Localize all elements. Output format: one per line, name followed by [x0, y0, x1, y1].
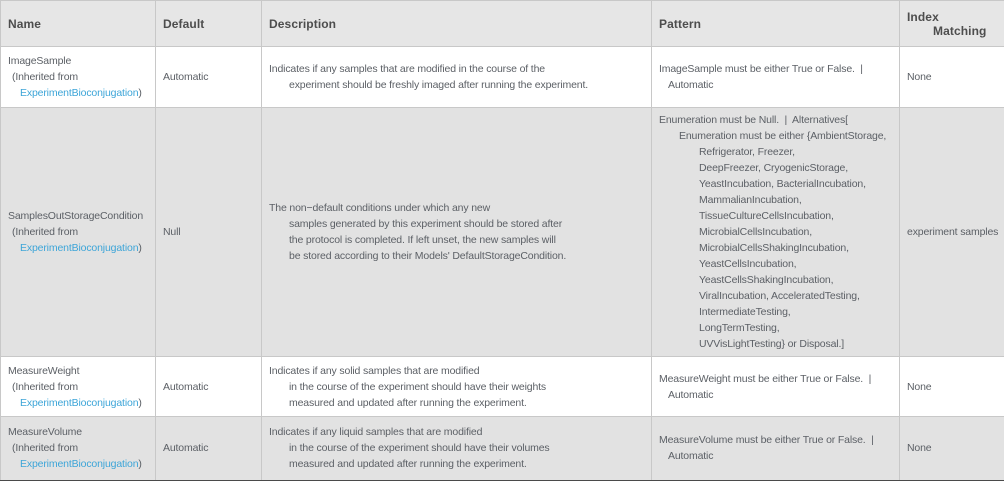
- text-line: IntermediateTesting,: [699, 306, 791, 318]
- inherited-function-link[interactable]: ExperimentBioconjugation: [20, 396, 139, 409]
- cell-description: [262, 47, 652, 108]
- cell-pattern: [652, 357, 900, 417]
- cell-default: Automatic: [156, 417, 262, 481]
- text-line: measured and updated after running the experiment.: [289, 458, 527, 471]
- text-line: samples generated by this experiment should be stored after: [289, 218, 563, 230]
- option-name: ImageSample: [8, 55, 72, 67]
- inherited-close-paren: ): [138, 242, 142, 254]
- text-line: YeastCellsShakingIncubation,: [699, 274, 834, 286]
- text-line: DeepFreezer, CryogenicStorage,: [699, 162, 848, 174]
- inherited-from-label: (Inherited from: [12, 71, 79, 83]
- inherited-close-paren: ): [138, 458, 142, 471]
- cell-description: [262, 108, 652, 357]
- cell-pattern: [652, 108, 900, 357]
- inherited-from-label: (Inherited from: [12, 380, 79, 393]
- text-line: in the course of the experiment should have their weights: [289, 380, 547, 393]
- text-line: MammalianIncubation,: [699, 194, 802, 206]
- option-name: SamplesOutStorageCondition: [8, 210, 144, 222]
- inherited-from-line: [8, 395, 150, 411]
- text-line: MicrobialCellsShakingIncubation,: [699, 242, 849, 254]
- col-header-description: Description: [262, 1, 652, 47]
- cell-description: [262, 357, 652, 417]
- text-line: Refrigerator, Freezer,: [699, 146, 795, 158]
- text-line: LongTermTesting,: [699, 322, 780, 334]
- text-line: UVVisLightTesting} or Disposal.]: [699, 338, 844, 350]
- text-line: Enumeration must be Null. | Alternatives[: [659, 114, 848, 126]
- table-row: [1, 417, 1004, 481]
- text-line: ImageSample must be either True or False. |: [659, 63, 863, 75]
- text-line: Indicates if any samples that are modified in the course of the: [269, 63, 545, 75]
- option-name: MeasureVolume: [8, 426, 82, 439]
- text-line: experiment should be freshly imaged after running the experiment.: [289, 79, 589, 91]
- option-name: MeasureWeight: [8, 364, 80, 377]
- text-line: TissueCultureCellsIncubation,: [699, 210, 834, 222]
- text-line: Indicates if any solid samples that are modified: [269, 364, 480, 377]
- inherited-from-line: [8, 85, 150, 101]
- text-line: YeastCellsIncubation,: [699, 258, 797, 270]
- text-line: Automatic: [668, 388, 714, 401]
- table-row: [1, 108, 1004, 357]
- inherited-from-line: [8, 240, 150, 256]
- inherited-function-link[interactable]: ExperimentBioconjugation: [20, 87, 139, 99]
- cell-name: [1, 417, 156, 481]
- inherited-from-label: (Inherited from: [12, 442, 79, 455]
- cell-index-matching: experiment samples: [900, 108, 1004, 357]
- inherited-from-label: (Inherited from: [12, 226, 79, 238]
- text-line: Automatic: [668, 450, 714, 463]
- text-line: in the course of the experiment should have their volumes: [289, 442, 550, 455]
- text-line: Indicates if any liquid samples that are modified: [269, 426, 483, 439]
- cell-name: [1, 108, 156, 357]
- cell-index-matching: None: [900, 47, 1004, 108]
- inherited-from-line: [8, 456, 150, 472]
- col-header-default: Default: [156, 1, 262, 47]
- cell-default: Automatic: [156, 357, 262, 417]
- cell-name: [1, 357, 156, 417]
- table-row: [1, 47, 1004, 108]
- cell-description: [262, 417, 652, 481]
- text-line: MicrobialCellsIncubation,: [699, 226, 812, 238]
- cell-index-matching: None: [900, 417, 1004, 481]
- text-line: the protocol is completed. If left unset, the new samples will: [289, 234, 556, 246]
- inherited-function-link[interactable]: ExperimentBioconjugation: [20, 242, 139, 254]
- cell-name: [1, 47, 156, 108]
- text-line: Enumeration must be either {AmbientStorage,: [679, 130, 887, 142]
- col-header-index-matching: [900, 1, 1004, 47]
- index-matching-line2: Matching: [933, 23, 987, 38]
- text-line: be stored according to their Models' DefaultStorageCondition.: [289, 250, 567, 262]
- text-line: The non−default conditions under which any new: [269, 202, 491, 214]
- inherited-function-link[interactable]: ExperimentBioconjugation: [20, 458, 139, 471]
- inherited-close-paren: ): [138, 87, 142, 99]
- text-line: Automatic: [668, 79, 714, 91]
- col-header-name: Name: [1, 1, 156, 47]
- text-line: YeastIncubation, BacterialIncubation,: [699, 178, 866, 190]
- text-line: measured and updated after running the experiment.: [289, 396, 527, 409]
- text-line: MeasureWeight must be either True or False. |: [659, 372, 872, 385]
- inherited-close-paren: ): [138, 396, 142, 409]
- text-line: ViralIncubation, AcceleratedTesting,: [699, 290, 860, 302]
- index-matching-line1: Index: [907, 9, 939, 24]
- table-row: [1, 357, 1004, 417]
- cell-index-matching: None: [900, 357, 1004, 417]
- cell-default: Null: [156, 108, 262, 357]
- cell-pattern: [652, 47, 900, 108]
- table-header-row: [1, 1, 1004, 47]
- cell-default: Automatic: [156, 47, 262, 108]
- text-line: MeasureVolume must be either True or False. |: [659, 434, 874, 447]
- cell-pattern: [652, 417, 900, 481]
- col-header-pattern: Pattern: [652, 1, 900, 47]
